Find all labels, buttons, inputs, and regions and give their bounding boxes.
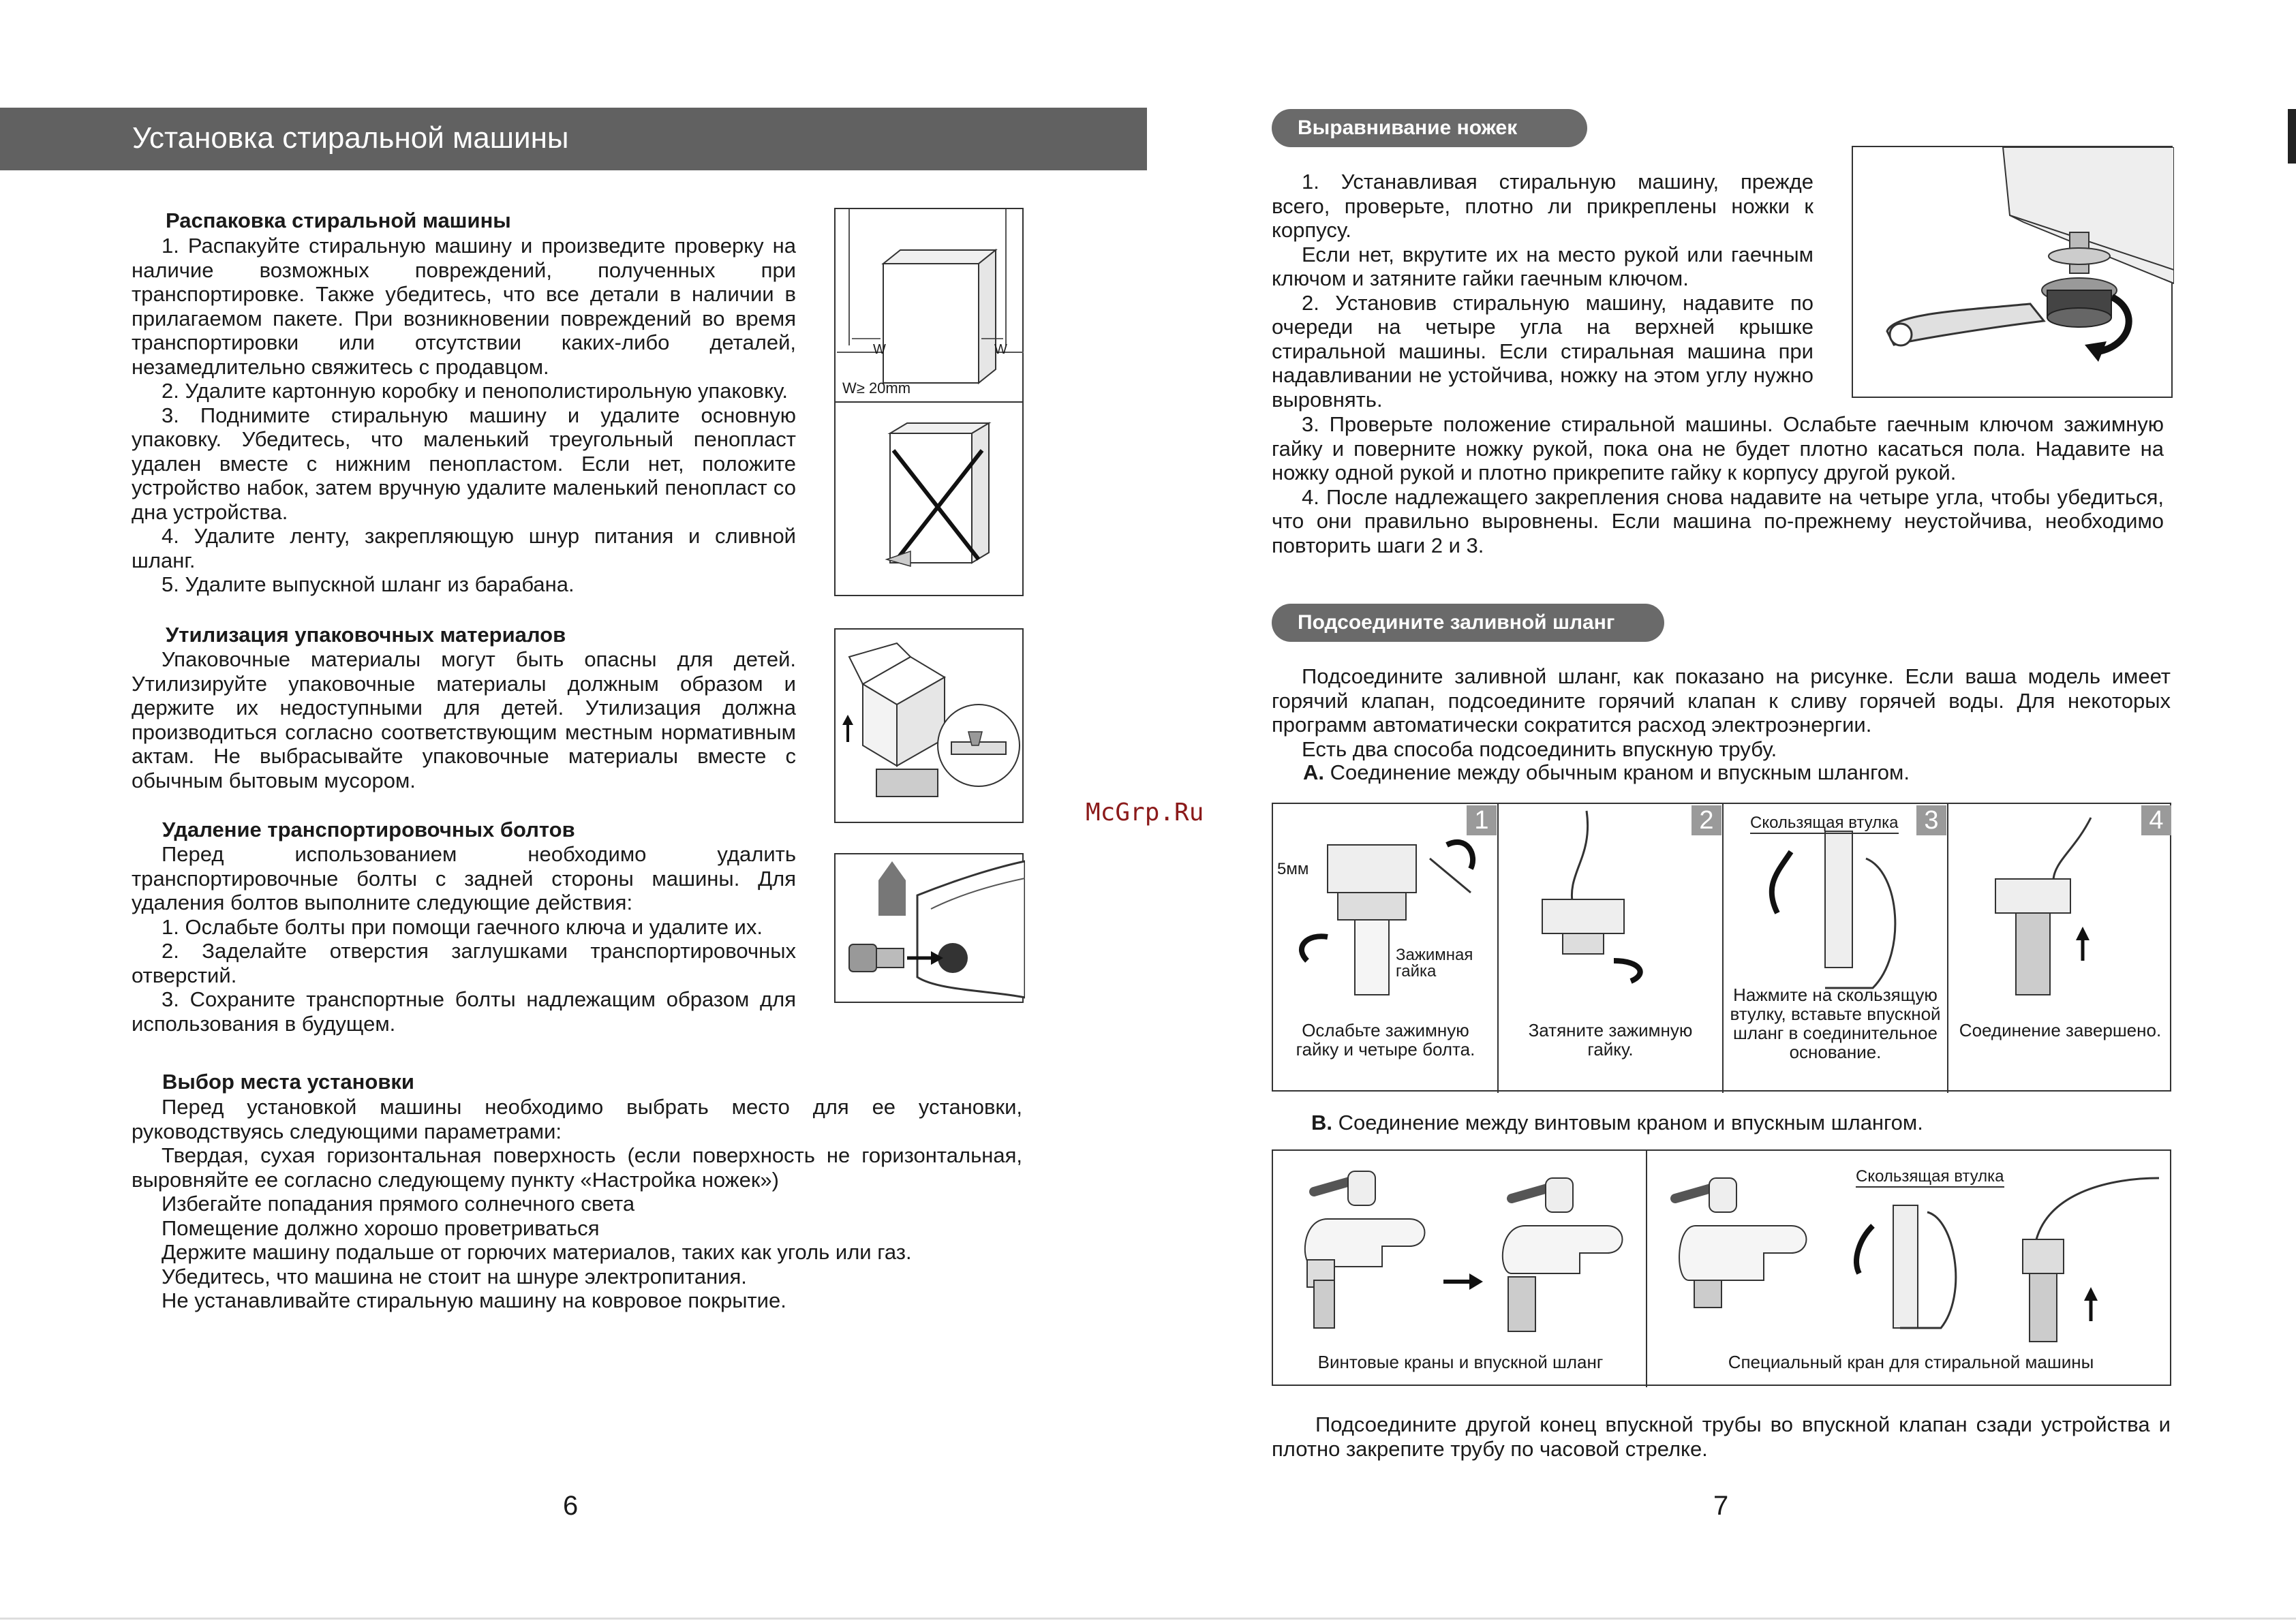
hose-b-text: Соединение между винтовым краном и впускным шлангом. <box>1338 1111 1923 1134</box>
place-p7: Не устанавливайте стиральную машину на ковровое покрытие. <box>162 1288 786 1312</box>
unpack-p4: 4. Удалите ленту, закрепляющую шнур питания и сливной шланг. <box>132 524 796 572</box>
bolts-title: Удаление транспортировочных болтов <box>162 818 575 841</box>
step1-nut-label: Зажимная гайка <box>1396 946 1473 980</box>
dispose-p1: Упаковочные материалы могут быть опасны для детей. Утилизируйте упаковочные материалы должным образом и держите их недоступными для детей. Утилизация должна производиться согласно соответствующим местным нормативным актам. Не выбрасывайте упаковочные материалы вместе с обычным бытовым мусором. <box>132 647 796 792</box>
hose-p2: Есть два способа подсоединить впускную трубу. <box>1302 737 1777 761</box>
place-p6: Убедитесь, что машина не стоит на шнуре электропитания. <box>162 1264 747 1288</box>
hose-b-label: B. <box>1311 1111 1332 1134</box>
place-title: Выбор места установки <box>162 1070 414 1094</box>
legs-p5: 4. После надлежащего закрепления снова надавите на четыре угла, чтобы убедиться, что они правильно выровнены. Если машина по-прежнему неустойчива, необходимо повторить шаги 2 и 3. <box>1272 484 2164 557</box>
page-edge-tab <box>2288 109 2296 164</box>
dispose-text <box>132 647 796 792</box>
bolts-p3: 2. Заделайте отверстия заглушками транспортировочных отверстий. <box>132 939 796 987</box>
step-a-number-1: 1 <box>1467 805 1497 835</box>
figure-packaging <box>834 628 1024 823</box>
clearance-w-left: W <box>873 342 886 357</box>
pill-hose: Подсоедините заливной шланг <box>1272 604 1664 642</box>
pill-legs: Выравнивание ножек <box>1272 109 1587 147</box>
legs-text-a <box>1272 170 1813 412</box>
legs-p2: Если нет, вкрутите их на место рукой или гаечным ключом и затяните гайки гаечным ключом. <box>1272 242 1813 290</box>
bolts-p4: 3. Сохраните транспортные болты надлежащим образом для использования в будущем. <box>132 987 796 1036</box>
hose-a-text: Соединение между обычным краном и впускным шлангом. <box>1330 760 1910 784</box>
step-a-caption-4: Соединение завершено. <box>1959 1020 2162 1040</box>
hose-p1: Подсоедините заливной шланг, как показано на рисунке. Если ваша модель имеет горячий клапан, подсоедините горячий клапан к сливу горячей воды. Для некоторых программ автоматически сократится расход электроэнергии. <box>1272 664 2171 737</box>
step-a-caption-3: Нажмите на скользящую втулку, вставьте впускной шланг в соединительное основание. <box>1730 985 1941 1062</box>
bolts-p2: 1. Ослабьте болты при помощи гаечного ключа и удалите их. <box>162 914 763 939</box>
step-a-number-3: 3 <box>1916 805 1946 835</box>
hose-end-text <box>1272 1412 2171 1461</box>
bolts-text <box>132 842 796 1036</box>
clearance-w-right: W <box>994 342 1007 357</box>
hose-b-line <box>1311 1111 1923 1135</box>
bolts-p1: Перед использованием необходимо удалить транспортировочные болты с задней стороны машины. Для удаления болтов выполните следующие действия: <box>132 842 796 914</box>
hose-text <box>1272 664 2171 761</box>
step-a-caption-1: Ослабьте зажимную гайку и четыре болта. <box>1296 1020 1475 1060</box>
step3-sleeve-label: Скользящая втулка <box>1750 814 1899 834</box>
unpack-p3: 3. Поднимите стиральную машину и удалите основную упаковку. Убедитесь, что маленький треугольный пенопласт удален вместе с нижним пенопластом. Если нет, положите устройство набок, затем вручную удалите маленький пенопласт со дна устройства. <box>132 403 796 524</box>
watermark: McGrp.Ru <box>1086 799 1204 826</box>
unpack-title: Распаковка стиральной машины <box>166 208 511 232</box>
figure-remove-foam <box>834 401 1024 596</box>
step1-gap-label: 5мм <box>1277 860 1309 878</box>
legs-p3: 2. Установив стиральную машину, надавите по очереди на четыре угла на верхней крышке стиральной машины. Если стиральная машина при надавливании не устойчива, ножку на этом углу нужно выровнять. <box>1272 290 1813 412</box>
section-header-bar <box>0 108 1147 170</box>
place-p4: Помещение должно хорошо проветриваться <box>162 1216 600 1240</box>
clearance-illustration <box>836 209 1025 404</box>
unpack-p2: 2. Удалите картонную коробку и пенополистирольную упаковку. <box>162 379 788 403</box>
place-p5: Держите машину подальше от горючих материалов, таких как уголь или газ. <box>162 1240 912 1264</box>
figure-steps-a <box>1272 803 2171 1092</box>
hose-a-line <box>1303 760 1910 785</box>
unpack-text <box>132 234 796 597</box>
figure-clearance <box>834 208 1024 403</box>
dispose-title: Утилизация упаковочных материалов <box>166 623 566 647</box>
place-p1: Перед установкой машины необходимо выбрать место для ее установки, руководствуясь следующими параметрами: <box>132 1095 1022 1143</box>
foam-illustration <box>836 403 1025 598</box>
step-a-number-2: 2 <box>1692 805 1721 835</box>
special-sleeve-label: Скользящая втулка <box>1856 1167 2004 1188</box>
bolt-illustration <box>836 854 1025 1004</box>
place-text <box>132 1095 1022 1313</box>
unpack-p5: 5. Удалите выпускной шланг из барабана. <box>162 572 575 596</box>
leg-illustration <box>1853 147 2174 399</box>
clearance-label: W≥ 20mm <box>842 380 911 397</box>
packaging-illustration <box>836 630 1025 824</box>
place-p3: Избегайте попадания прямого солнечного света <box>162 1192 635 1216</box>
figure-steps-b <box>1272 1149 2171 1386</box>
legs-p4: 3. Проверьте положение стиральной машины. Ослабьте гаечным ключом зажимную гайку и поверните ножку рукой, пока она не будет плотно касаться пола. Надавите на ножку одной рукой и плотно прикрепите гайку к корпусу другой рукой. <box>1272 412 2164 484</box>
legs-text-b <box>1272 412 2164 557</box>
legs-p1: 1. Устанавливая стиральную машину, прежде всего, проверьте, плотно ли прикреплены ножки к корпусу. <box>1272 170 1813 242</box>
hose-end-p: Подсоедините другой конец впускной трубы во впускной клапан сзади устройства и плотно закрепите трубу по часовой стрелке. <box>1272 1412 2171 1461</box>
step-b-caption-2: Специальный кран для стиральной машины <box>1728 1352 2094 1372</box>
step-b-caption-1: Винтовые краны и впускной шланг <box>1317 1352 1604 1372</box>
figure-transport-bolts <box>834 853 1024 1003</box>
page-bottom-rule <box>0 1618 2296 1620</box>
hose-a-label: А. <box>1303 760 1324 784</box>
unpack-p1: 1. Распакуйте стиральную машину и произведите проверку на наличие возможных повреждений, полученных при транспортировке. Также убедитесь, что все детали в наличии в прилагаемом пакете. При возникновении повреждений во время транспортировки или отсутствии каких-либо деталей, незамедлительно свяжитесь с продавцом. <box>132 234 796 379</box>
section-header-title: Установка стиральной машины <box>132 121 569 155</box>
step-a-caption-2: Затяните зажимную гайку. <box>1528 1020 1693 1060</box>
page-number-left: 6 <box>563 1491 579 1521</box>
figure-leg-adjust <box>1852 146 2173 398</box>
step-a-number-4: 4 <box>2141 805 2171 835</box>
place-p2: Твердая, сухая горизонтальная поверхность (если поверхность не горизонтальная, выровняйте ее согласно следующему пункту «Настройка ножек») <box>132 1143 1022 1192</box>
page-number-right: 7 <box>1713 1491 1729 1521</box>
